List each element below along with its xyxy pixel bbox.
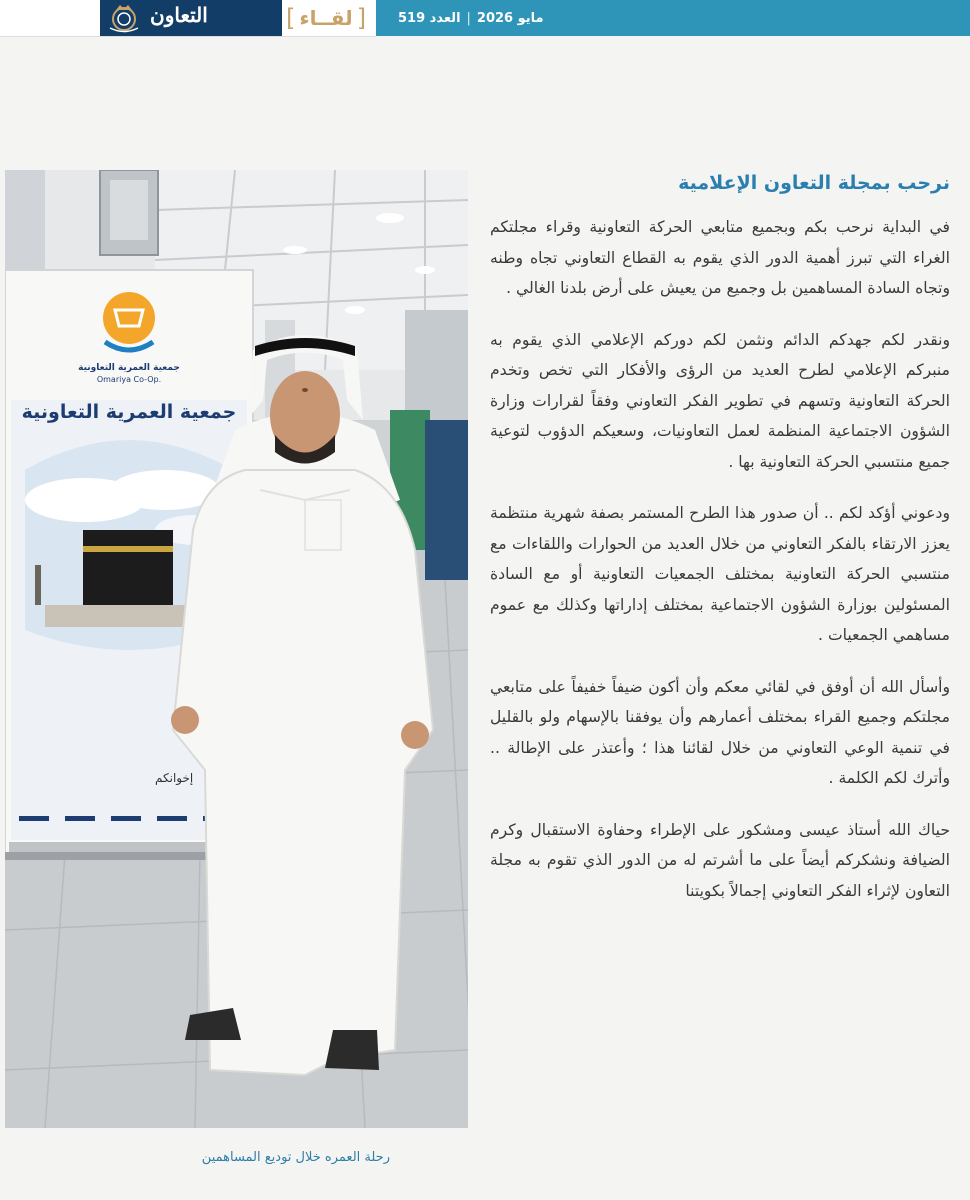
article-paragraph: ودعوني أؤكد لكم .. أن صدور هذا الطرح المستمر بصفة شهرية منتظمة يعزز الارتقاء بالفكر التعاوني من خلال العديد من الحوارات واللقاءات مع منتسبي الحركة التعاونية بمختلف الجمعيات التعاونية أو مع السادة المسئولين بوزارة الشؤون الاجتماعية بمختلف إداراتها وكذلك مع عموم مساهمي الجمعيات . — [490, 504, 950, 644]
issue-date: مايو 2026 — [476, 10, 544, 26]
banner-logo-line2: Omariya Co-Op. — [96, 375, 162, 384]
issue-info — [398, 8, 544, 28]
section-tag: [ لقــاء ] — [286, 4, 367, 32]
brand-logo-text: التعاون — [150, 3, 208, 27]
article-photo — [5, 170, 468, 1128]
royal-crest-icon — [104, 2, 144, 34]
photo-illustration — [5, 170, 468, 1128]
section-title: لقــاء — [299, 6, 353, 30]
article-paragraph: وأسأل الله أن أوفق في لقائي معكم وأن أكون ضيفاً خفيفاً على متابعي مجلتكم وجميع القراء بمختلف أعمارهم وأن يوفقنا بالإسهام ولو بالقليل في تنمية الوعي التعاوني من خلال لقائنا هذا ؛ وأعتذر على الإطالة .. وأترك لكم الكلمة . — [490, 677, 950, 787]
banner-brothers: إخوانكم — [155, 771, 194, 785]
article-paragraph: ونقدر لكم جهدكم الدائم ونثمن لكم دوركم الإعلامي الذي يقوم به منبركم الإعلامي لطرح العديد من الرؤى والأفكار التي تخص وتخدم الحركة التعاونية وتسهم في تطوير الفكر التعاوني وفقاً لقرارات وزارة الشؤون الاجتماعية المنظمة لعمل التعاونيات، وسعيكم الدؤوب لتوعية جميع منتسبي الحركة التعاونية بها . — [490, 330, 950, 471]
banner-title: جمعية العمرية التعاونية — [21, 401, 237, 423]
article-paragraph: في البداية نرحب بكم وبجميع متابعي الحركة التعاونية وقراء مجلتكم الغراء التي تبرز أهمية الدور الذي يقوم به القطاع التعاوني تجاه وطنه وتجاه السادة المساهمين بل وجميع من يعيش على أرض بلدنا الغالي . — [490, 218, 950, 297]
page-header — [0, 0, 970, 36]
banner-logo-line1: جمعية العمرية التعاونية — [78, 363, 180, 373]
photo-caption: رحلة العمره خلال توديع المساهمين — [201, 1150, 390, 1165]
issue-number: العدد 519 — [398, 10, 461, 26]
article-title: نرحب بمجلة التعاون الإعلامية — [678, 172, 950, 194]
issue-separator: | — [466, 10, 471, 26]
article-paragraph: حياك الله أستاذ عيسى ومشكور على الإطراء وحفاوة الاستقبال وكرم الضيافة ونشكركم أيضاً على ما أشرتم له من الدور الذي تقوم به مجلة التعاون لإثراء الفكر التعاوني إجمالاً بكويتنا — [490, 820, 950, 900]
article-body — [490, 172, 950, 927]
